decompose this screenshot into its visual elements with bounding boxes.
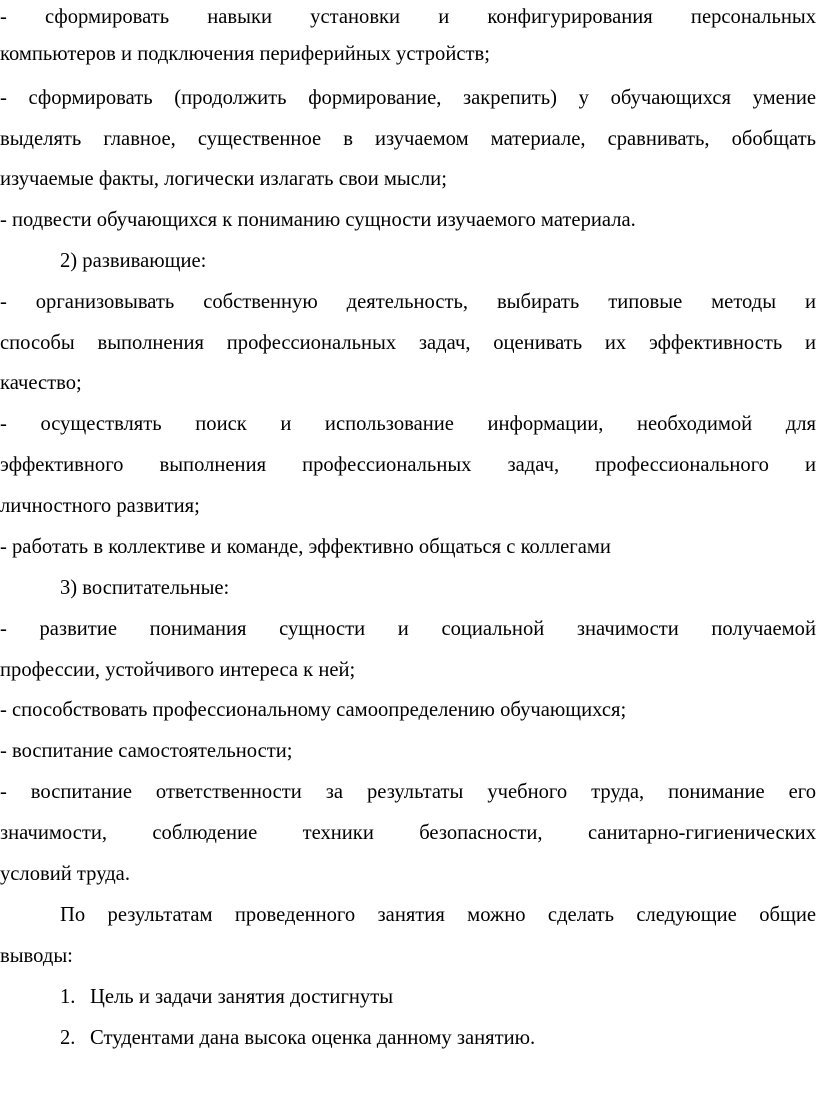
text-line: компьютеров и подключения периферийных устройств; [0, 43, 490, 65]
text-line: значимости, соблюдение техники безопасности, санитарно-гигиенических [0, 822, 816, 844]
text-line: способы выполнения профессиональных задач, оценивать их эффективность и [0, 332, 816, 354]
text-line: условий труда. [0, 863, 130, 885]
list-item-number: 2. [60, 1027, 76, 1049]
text-line: - воспитание самостоятельности; [0, 740, 293, 762]
text-line: - подвести обучающихся к пониманию сущности изучаемого материала. [0, 209, 636, 231]
section-heading-developing: 2) развивающие: [60, 250, 207, 272]
section-heading-educational: 3) воспитательные: [60, 577, 230, 599]
list-item-number: 1. [60, 986, 76, 1008]
text-line: эффективного выполнения профессиональных задач, профессионального и [0, 454, 816, 476]
text-line: - сформировать (продолжить формирование, закрепить) у обучающихся умение [0, 87, 816, 109]
text-line: изучаемые факты, логически излагать свои мысли; [0, 168, 447, 190]
text-line: - воспитание ответственности за результаты учебного труда, понимание его [0, 781, 816, 803]
text-line: качество; [0, 372, 82, 394]
text-line: выделять главное, существенное в изучаемом материале, сравнивать, обобщать [0, 128, 816, 150]
text-line: профессии, устойчивого интереса к ней; [0, 659, 356, 681]
list-item: Студентами дана высока оценка данному занятию. [90, 1027, 536, 1049]
text-line: - сформировать навыки установки и конфигурирования персональных [0, 6, 816, 28]
text-line: - организовывать собственную деятельность, выбирать типовые методы и [0, 291, 816, 313]
list-item: Цель и задачи занятия достигнуты [90, 986, 394, 1008]
text-line: - способствовать профессиональному самоопределению обучающихся; [0, 699, 627, 721]
text-line: личностного развития; [0, 495, 200, 517]
conclusion-intro-line: По результатам проведенного занятия можно сделать следующие общие [60, 904, 816, 926]
text-line: - работать в коллективе и команде, эффективно общаться с коллегами [0, 536, 611, 558]
text-line: выводы: [0, 945, 73, 967]
text-line: - развитие понимания сущности и социальной значимости получаемой [0, 618, 816, 640]
text-line: - осуществлять поиск и использование информации, необходимой для [0, 413, 816, 435]
